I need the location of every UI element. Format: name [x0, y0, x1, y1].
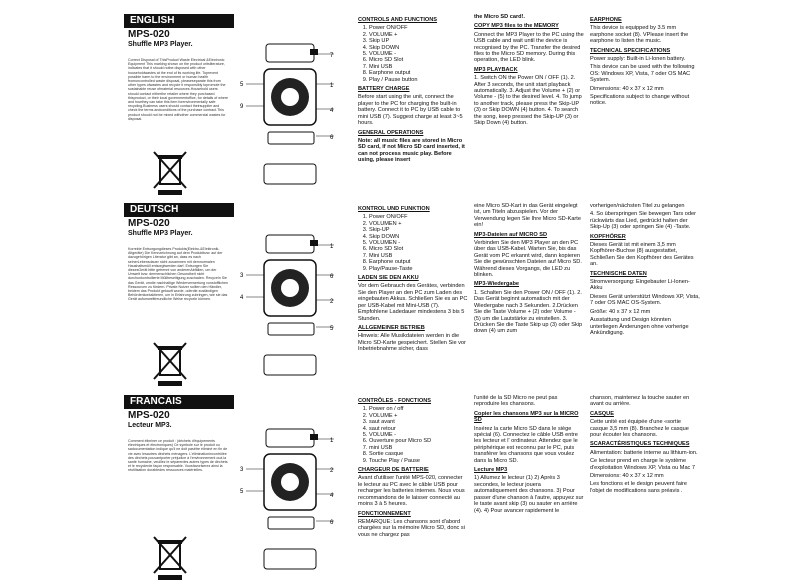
paragraph: Dieses Gerät ist mit einem 3,5 mm Kopfhörer-Buchse (8) ausgestattet, Schließen Sie den Kopfhörer des Gerätes an.: [590, 242, 694, 268]
column-1: [358, 203, 468, 355]
heading-playback: MP3-Wiedergabe: [474, 281, 520, 288]
callout-4: 4: [330, 493, 334, 499]
paragraph: 1. Schalten Sie den Power ON / OFF (1). 2. Das Gerät beginnt automatisch mit der Wiedergabe nach 3 Sekunden. 2.Drücken Sie die Taste Volume + (2) oder Volume - (5) um die Lautstärke zu einstellen. 3. Drücken Sie die Taste Skip up (3) oder Skip down (4) um zum: [474, 289, 583, 335]
heading-operations: GENERAL OPERATIONS: [358, 129, 424, 136]
section-header: ENGLISH: [124, 14, 234, 28]
heading-battery: CHARGEUR DE BATTERIE: [358, 467, 429, 474]
paragraph: Specifications subject to change without notice.: [590, 94, 690, 107]
paragraph: Vor dem Gebrauch des Gerätes, verbinden Sie den Player an den PC zum Laden des eingebauten Akkus. Schließen Sie es an PC per USB-Kabel mit Mini-USB (7). Empfohlene Ladedauer mindestens 3 bis 5 Stunden.: [358, 283, 468, 322]
paragraph: 1. Switch ON the Power ON / OFF (1). 2. After 3 seconds, the unit start playback automatically. 3. Adjust the Volume + (2) or Volume - (5) to the desired level. 4. To jump to another track, please press the Skip-UP (3) or Skip DOWN (4) button. 4. To search the song, keep pressed the Skip-UP (3) or Skip Down (4) button.: [474, 75, 582, 127]
paragraph: eine Micro SD-Kart in das Gerät eingelegt ist, um Titeln abzuspielen. Vor der Verwendung legen Sie Ihre Micro SD-Karte ein!: [474, 203, 581, 229]
paragraph: Power supply: Built-in Li-Ionen battery.: [590, 56, 686, 63]
list-item: 8. Earphone output: [369, 259, 468, 265]
callout-1: 1: [330, 438, 334, 444]
crossed-bin-icon: [150, 150, 190, 196]
list-item: 5. VOLUME -: [369, 51, 468, 57]
list-item: 7. mini USB: [369, 445, 468, 451]
heading-specs: SCARACTÉRISTIQUES TECHNIQUES: [590, 441, 690, 448]
paragraph: Connect the MP3 Player to the PC using the USB cable and wait until the device is recognised by the PC. Transfer the desired files to the Micro SD memory. During this operation, the LED blink.: [474, 31, 584, 64]
paragraph: Dimensions: 40 x 37 x 12 mm: [590, 85, 664, 92]
paragraph: 1) Allumez le lecteur (1) 2) Après 3 secondes, le lecteur jouera automatiquement des chansons. 3) Pour passer d'une chanson à l'autre, appuyez sur le taste avant skip (3) ou sauter en arrière (4). 4) Pour avancer rapidement le: [474, 475, 584, 514]
controls-list: [358, 214, 468, 272]
player-diagram: [238, 215, 338, 385]
paragraph: Before start using the unit, connect the player to the PC for charging the built-in battery. Connect it to PC by USB cable to mini USB (7). Suggest charge at least 3~5 hours.: [358, 94, 463, 127]
heading-operations: ALLGEMEINER BETRIEB: [358, 324, 425, 331]
heading-controls: CONTROLS AND FUNCTIONS: [358, 17, 438, 23]
heading-playback: MP3 PLAYBACK: [474, 66, 518, 73]
heading-copy: Copier les chansons MP3 sur la MICRO SD: [474, 410, 579, 424]
heading-specs: TECHNICAL SPECIFICATIONS: [590, 47, 671, 54]
column-2: [474, 203, 584, 337]
crossed-bin-icon: [150, 535, 190, 581]
heading-specs: TECHNISCHE DATEN: [590, 270, 647, 277]
column-1: [358, 395, 468, 540]
callout-3: 3: [240, 467, 244, 473]
product-subtitle: Shuffle MP3 Player.: [128, 230, 193, 237]
list-item: 6. Micro SD Slot: [369, 57, 468, 63]
list-item: 6. Micro SD Slot: [369, 246, 468, 252]
paragraph: Hinweis: Alle Musikdateien werden in die Micro SD-Karte gespeichert. Stellen Sie vor Inbetriebnahme sicher, dass: [358, 333, 466, 353]
list-item: 7. Mini USB: [369, 64, 468, 70]
list-item: 9. Play / Pause button: [369, 77, 468, 83]
callout-6: 6: [330, 135, 334, 141]
paragraph: Dieses Gerät unterstützt Windows XP, Vista, 7 oder OS MAC OS-System.: [590, 293, 700, 307]
paragraph: Verbinden Sie den MP3 Player an den PC über das USB-Kabel. Warten Sie, bis das Gerät vom PC erkannt wird, dann kopieren Sie die gewünschten Dateien auf Micro SD. Während dieses Vorgangs, die LED zu blinken.: [474, 240, 582, 279]
callout-3: 3: [240, 273, 244, 279]
callout-1: 1: [330, 244, 334, 250]
list-item: 6. Ouverture pour Micro SD: [369, 438, 468, 444]
list-item: 2. VOLUME +: [369, 32, 468, 38]
model-name: MPS-020: [128, 410, 170, 421]
callout-9: 9: [240, 104, 244, 110]
paragraph: Insérez la carte Micro SD dans le siège spécial (6). Connectez le câble USB entre les lecteur et l' ordinateur. Attendez que le périphérique est reconnu par le PC, puis transférer les chansons que vous voulez dans la Micro SD.: [474, 425, 578, 464]
paragraph: Les fonctions et le design peuvent faire l'objet de modifications sans préavis .: [590, 481, 688, 494]
paragraph: This device can be used with the following OS: Windows XP, Vista, 7 oder OS MAC System.: [590, 64, 695, 84]
paragraph: This device is equipped by 3.5 mm earphone socket (8). VPlease insert the earphone to listen the music.: [590, 25, 689, 45]
list-item: 4. Skip DOWN: [369, 45, 468, 51]
paragraph: Dimensions: 40 x 37 x 12 mm: [590, 473, 664, 480]
list-item: 1. Power on / off: [369, 406, 468, 412]
crossed-bin-icon: [150, 341, 190, 387]
list-item: 4. saut retour: [369, 426, 468, 432]
column-2: [474, 14, 584, 129]
disposal-notice: Correct Disposal of ThisProduct Waste Electrical &Electronic Equipment This marking shown on the product oritsliterature, indicates that it should notbe disposed with other householdwastes at the end of its working life. Toprevent possible harm to the environment or human health fromuncontrolled waste disposal, pleaseseparate this from other types ofwastes and recycle it responsibly topromote the sustainable reuse ofmaterial resources.Household users should contact eitherthe retailer where they purchased thisproduct, or their local governmentoffice, for details of where and howthey can take this item forenvironmentally safe recycling.Business users should contact theirsupplier and check the terms andconditions of the purchase contract.This product should not be mixed withother commercial wastes for disposal.: [128, 58, 229, 121]
disposal-notice: Korrekte Entsorgungdieses Produkts(Elektro-&Elektronik-Altgeräte) Die Kennzeichnung auf dem Produktbzw. auf der dazugehörigen Literatur gibt an, dass es nach seinerLebensdauer nicht zusammen mit demnormalen Haushaltsmüll entsorgtwerden darf. Entsorgen Sie diesesGerät bitte getrennt von anderenAbfällen, um der Umwelt bzw. dermenschlichen Gesundheit nicht durchunkontrollierte Müllbeseitigung zuschaden. Recyceln Sie das Gerät, umdie nachhaltige Wiederverwertung vonstofflichen Ressourcen zu fördern. Private Nutzer sollten den Händler, beidem das Produkt gekauft wurde, oderdie zuständigen Behördenkontaktieren, um in Erfahrung zubringen, wie sie das Gerät aufumweltfreundliche Weise recyceln können.: [128, 247, 229, 302]
heading-controls: CONTRÔLES - FONCTIONS: [358, 398, 432, 404]
list-item: 9. Touche Play / Pause: [369, 458, 468, 464]
callout-2: 2: [330, 299, 334, 305]
list-item: 2. VOLUMEN +: [369, 221, 468, 227]
column-3: [590, 203, 700, 338]
paragraph: 4. So überspringen Sie bewegen Tars oder rückwärts das Lied, gedrückt halten der Skip-Up (3) oder springen Sie (4) -Taste.: [590, 211, 696, 231]
list-item: 9. Play/Pause-Taste: [369, 266, 468, 272]
paragraph: Stromversorgung: Eingebauter Li-Ionen-Akku: [590, 279, 690, 292]
controls-list: [358, 406, 468, 464]
list-item: 3. Skip-UP: [369, 227, 468, 233]
column-3: [590, 14, 700, 109]
heading-battery: BATTERY CHARGE: [358, 86, 410, 93]
paragraph: Avant d'utiliser l'unité MPS-020, connecter le lecteur au PC avec le câble USB pour recharger les batteries internes. Nous vous recommandons de le laisser connecté au moins 3 à 5 heures.: [358, 475, 465, 508]
paragraph: Alimentation: batterie interne au lithium-ion.: [590, 449, 698, 456]
heading-copy: MP3-Dateien auf MICRO SD: [474, 231, 548, 238]
paragraph: REMARQUE: Les chansons sont d'abord chargées sur la mémoire Micro SD, donc si vous ne chargez pas: [358, 518, 465, 538]
heading-operations: FONCTIONNEMENT: [358, 510, 411, 517]
list-item: 8. Sortie casque: [369, 451, 468, 457]
product-subtitle: Lecteur MP3.: [128, 422, 172, 429]
english-section: [0, 14, 808, 202]
francais-section: [0, 395, 808, 586]
paragraph: chanson, maintenez la touche sauter en avant ou arrière.: [590, 395, 690, 408]
heading-controls: KONTROL UND FUNKTION: [358, 206, 430, 212]
list-item: 1. Power ON/OFF: [369, 25, 468, 31]
list-item: 4. Skip DOWN: [369, 234, 468, 240]
heading-playback: Lecture MP3: [474, 467, 508, 474]
product-subtitle: Shuffle MP3 Player.: [128, 41, 193, 48]
heading-battery: LADEN SIE DEN AKKU: [358, 275, 419, 282]
paragraph: Ce lecteur prend en charge le système d'exploitation Windows XP, Vista ou Mac 7: [590, 458, 696, 471]
callout-4: 4: [330, 108, 334, 114]
model-name: MPS-020: [128, 218, 170, 229]
list-item: 2. VOLUME +: [369, 413, 468, 419]
list-item: 1. Power ON/OFF: [369, 214, 468, 220]
callout-5: 5: [240, 489, 244, 495]
paragraph: Cette unité est équipée d'une «sortie casque 3,5 mm (8). Branchez le casque pour écouter les chansons.: [590, 419, 689, 439]
paragraph: vorherigen/nächsten Titel zu gelangen: [590, 203, 685, 209]
heading-earphone: KOPFHÖRER: [590, 233, 626, 240]
player-diagram: [238, 24, 338, 194]
callout-5: 5: [330, 326, 334, 332]
list-item: 3. saut avant: [369, 419, 468, 425]
callout-2: 2: [330, 468, 334, 474]
paragraph: the Micro SD card!.: [474, 14, 525, 20]
model-name: MPS-020: [128, 29, 170, 40]
paragraph: Ausstattung und Design könnten unterliegen Änderungen ohne vorherige Ankündigung.: [590, 317, 689, 336]
paragraph: Note: all music files are stored in Micro SD card, if not Micro SD card inserted, it can not process music play. Before using, please insert: [358, 137, 465, 164]
controls-list: [358, 25, 468, 83]
section-header: DEUTSCH: [124, 203, 234, 217]
list-item: 3. Skip UP: [369, 38, 468, 44]
callout-7: 7: [330, 53, 334, 59]
list-item: 5. VOLUME -: [369, 432, 468, 438]
callout-1: 1: [330, 83, 334, 89]
disposal-notice: Comment éliminer ce produit : (déchets d'équipements électriques et électroniques) Ce symbole sur le produit ou sadocumentation indique qu'il ne doit pasêtre éliminé en fin de vie avec lesautres déchets ménagers. L'éliminationincontrôlée des déchets pouvantporter préjudice à l'environnement ouà la santé humaine, veuillez le séparerdes autres types de déchets et le recyclerde façon responsable. Vousfavoriserez ainsi la réutilisation durabledes ressources matérielles.: [128, 439, 228, 473]
heading-copy: COPY MP3 files to the MEMORY: [474, 23, 559, 30]
paragraph: l'unité de la SD Micro ne peut pas reproduire les chansons.: [474, 395, 558, 408]
list-item: 7. Mini USB: [369, 253, 468, 259]
callout-6: 6: [330, 274, 334, 280]
callout-5: 5: [240, 82, 244, 88]
list-item: 5. VOLUMEN -: [369, 240, 468, 246]
player-diagram: [238, 409, 338, 579]
column-2: [474, 395, 584, 516]
deutsch-section: [0, 203, 808, 393]
heading-earphone: CASQUE: [590, 410, 614, 417]
section-header: FRANCAIS: [124, 395, 234, 409]
column-3: [590, 395, 700, 496]
callout-6: 6: [330, 520, 334, 526]
column-1: [358, 14, 468, 166]
callout-4: 4: [240, 295, 244, 301]
list-item: 8. Earphone output: [369, 70, 468, 76]
heading-earphone: EARPHONE: [590, 17, 622, 23]
paragraph: Größe: 40 x 37 x 12 mm: [590, 308, 651, 315]
